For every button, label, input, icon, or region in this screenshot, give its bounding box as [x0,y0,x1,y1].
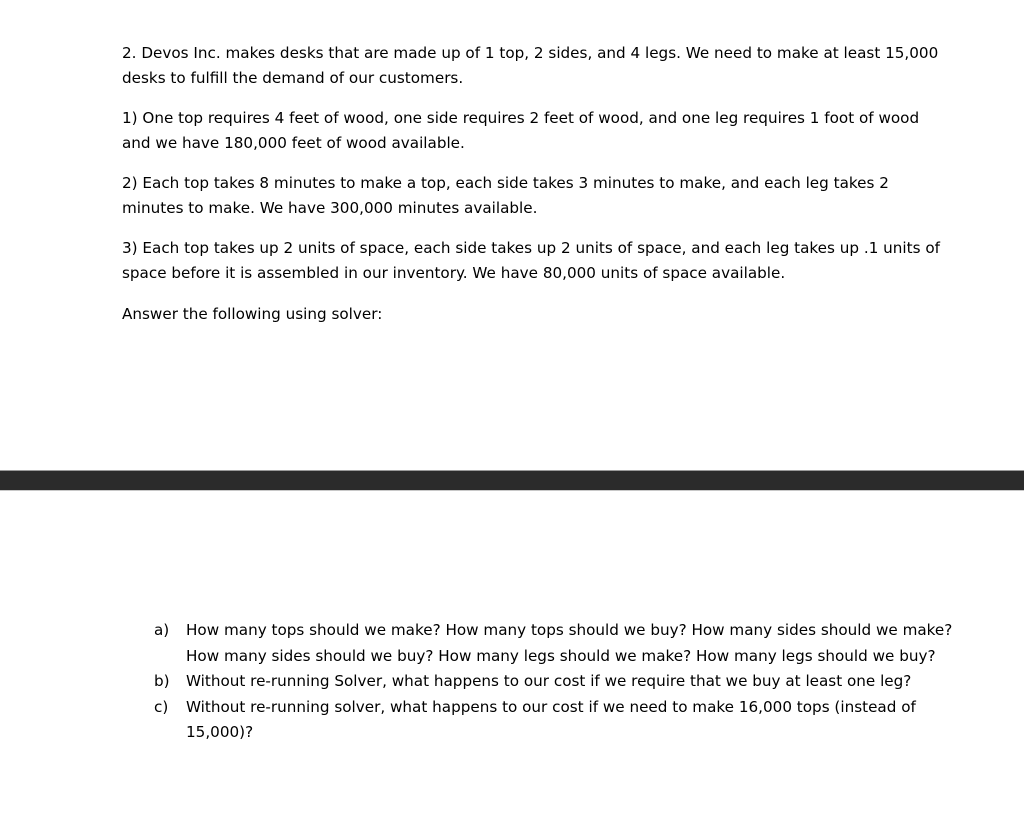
constraint-wood: 1) One top requires 4 feet of wood, one side requires 2 feet of wood, and one leg requires 1 foot of wood and we have 180,000 feet of wood available. [122,109,920,152]
question-marker: c) [154,697,169,716]
problem-intro: 2. Devos Inc. makes desks that are made up of 1 top, 2 sides, and 4 legs. We need to make at least 15,000 desks to fulfill the demand of our customers. [122,44,939,87]
question-text: Without re-running solver, what happens to our cost if we need to make 16,000 tops (instead of 15,000)? [186,697,916,741]
question-item-b [154,669,954,695]
question-list [154,618,954,746]
question-text: How many tops should we make? How many tops should we buy? How many sides should we make? How many sides should we buy? How many legs should we make? How many legs should we buy? [186,621,953,665]
question-marker: b) [154,672,170,690]
page-break-divider [0,470,1024,491]
question-item-a [154,618,954,669]
answer-prompt: Answer the following using solver: [122,305,383,323]
question-item-c [154,695,954,746]
question-marker: a) [154,621,170,639]
question-text: Without re-running Solver, what happens to our cost if we require that we buy at least one leg? [186,672,912,690]
constraint-space: 3) Each top takes up 2 units of space, each side takes up 2 units of space, and each leg takes up .1 units of space before it is assembled in our inventory. We have 80,000 units of space available. [122,239,940,282]
constraint-time: 2) Each top takes 8 minutes to make a top, each side takes 3 minutes to make, and each leg takes 2 minutes to make. We have 300,000 minutes available. [122,174,889,217]
